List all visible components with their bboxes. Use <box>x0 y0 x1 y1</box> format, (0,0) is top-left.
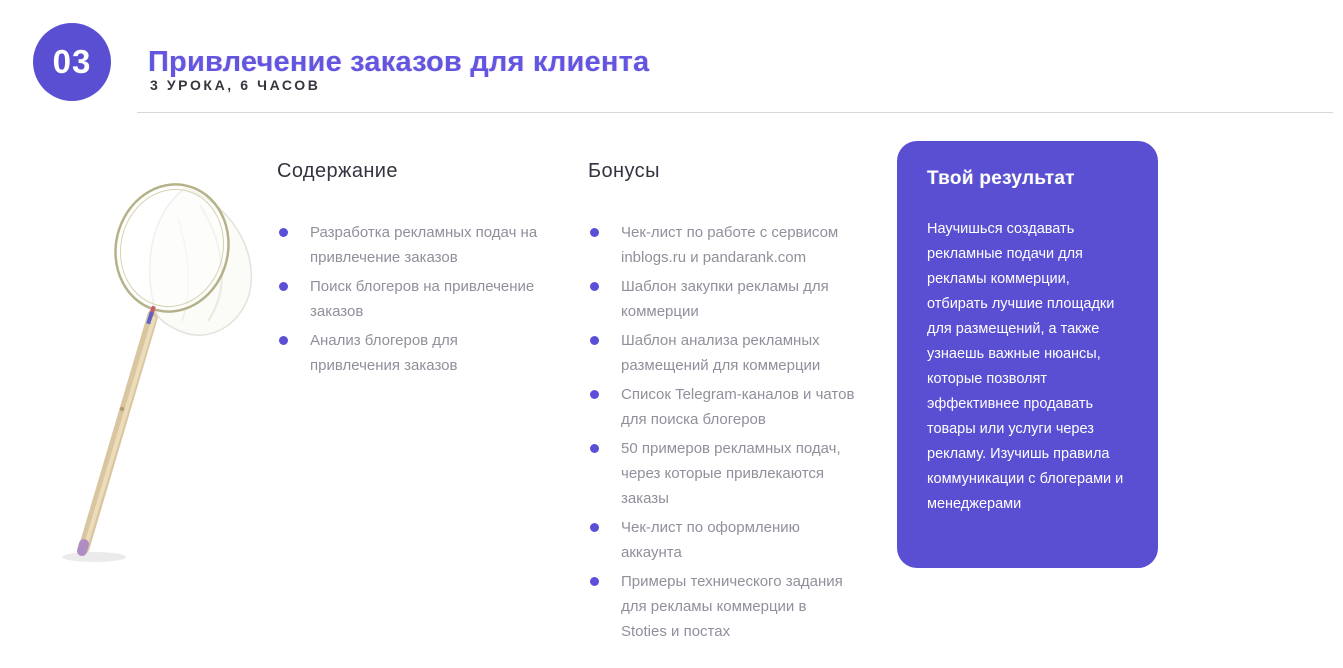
module-title: Привлечение заказов для клиента <box>148 46 650 79</box>
bonuses-list <box>588 220 856 644</box>
content-heading: Содержание <box>277 160 398 182</box>
list-item <box>588 328 856 378</box>
result-card <box>897 141 1158 568</box>
bullet-icon <box>590 282 599 291</box>
content-column <box>277 160 545 382</box>
list-item-text: Список Telegram-каналов и чатов для поиска блогеров <box>621 386 855 428</box>
list-item <box>588 436 856 511</box>
list-item-text: Шаблон анализа рекламных размещений для коммерции <box>621 332 821 374</box>
list-item <box>277 328 545 378</box>
list-item-text: Поиск блогеров на привлечение заказов <box>310 278 535 320</box>
list-item-text: Шаблон закупки рекламы для коммерции <box>621 278 829 320</box>
bonuses-column <box>588 160 856 648</box>
result-card-heading: Твой результат <box>927 168 1075 189</box>
bullet-icon <box>590 444 599 453</box>
list-item <box>588 382 856 432</box>
bullet-icon <box>590 336 599 345</box>
bullet-icon <box>590 390 599 399</box>
list-item <box>588 515 856 565</box>
list-item-text: Чек-лист по оформлению аккаунта <box>621 519 800 561</box>
list-item <box>588 569 856 644</box>
bullet-icon <box>590 577 599 586</box>
list-item-text: Примеры технического задания для рекламы коммерции в Stoties и постах <box>621 573 843 640</box>
header-divider <box>137 112 1333 113</box>
module-number-badge <box>33 23 111 101</box>
list-item-text: Чек-лист по работе с сервисом inblogs.ru и pandarank.com <box>621 224 839 266</box>
list-item <box>588 274 856 324</box>
module-number: 03 <box>52 43 92 80</box>
butterfly-net-icon <box>50 163 265 575</box>
result-card-body: Научишься создавать рекламные подачи для рекламы коммерции, отбирать лучшие площадки для размещений, а также узнаешь важные нюансы, которые позволят эффективнее продавать товары или услуги через рекламу. Изучишь правила коммуникации с блогерами и менеджерами <box>927 221 1124 512</box>
bonuses-heading: Бонусы <box>588 160 660 182</box>
list-item <box>588 220 856 270</box>
bullet-icon <box>279 336 288 345</box>
bullet-icon <box>590 523 599 532</box>
butterfly-net-image <box>50 163 265 575</box>
list-item <box>277 220 545 270</box>
module-meta: 3 УРОКА, 6 ЧАСОВ <box>150 77 321 93</box>
list-item-text: Разработка рекламных подач на привлечение заказов <box>310 224 538 266</box>
bullet-icon <box>279 228 288 237</box>
bullet-icon <box>590 228 599 237</box>
content-list <box>277 220 545 378</box>
list-item-text: 50 примеров рекламных подач, через которые привлекаются заказы <box>621 440 841 507</box>
list-item <box>277 274 545 324</box>
list-item-text: Анализ блогеров для привлечения заказов <box>310 332 458 374</box>
bullet-icon <box>279 282 288 291</box>
